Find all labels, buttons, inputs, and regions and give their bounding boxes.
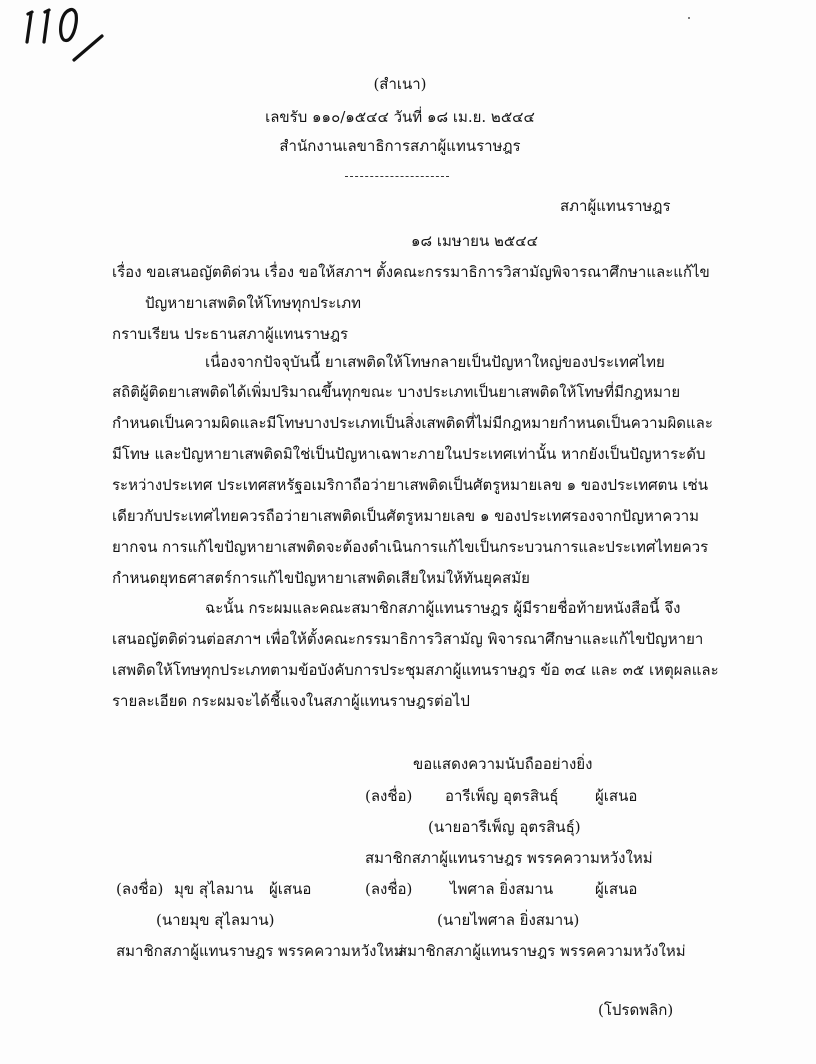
paragraph-2-line: รายละเอียด กระผมจะได้ชี้แจงในสภาผู้แทนราษฎรต่อไป <box>112 692 470 710</box>
subject-line-1: เรื่อง ขอเสนอญัตติด่วน เรื่อง ขอให้สภาฯ ตั้งคณะกรรมาธิการวิสามัญพิจารณาศึกษาและแก้ไข <box>112 263 710 281</box>
paragraph-1-line: กำหนดยุทธศาสตร์การแก้ไขปัญหายาเสพติดเสียใหม่ให้ทันยุคสมัย <box>112 569 530 587</box>
paragraph-1-line: ระหว่างประเทศ ประเทศสหรัฐอเมริกาถือว่ายาเสพติดเป็นศัตรูหมายเลข ๑ ของประเทศตน เช่น <box>112 476 708 494</box>
paragraph-2-line: ฉะนั้น กระผมและคณะสมาชิกสภาผู้แทนราษฎร ผู้มีรายชื่อท้ายหนังสือนี้ จึง <box>205 599 681 617</box>
turn-over-note: (โปรดพลิก) <box>598 1001 674 1019</box>
salutation: กราบเรียน ประธานสภาผู้แทนราษฎร <box>112 325 349 343</box>
paragraph-1-line: มีโทษ และปัญหายาเสพติดมิใช่เป็นปัญหาเฉพาะภายในประเทศเท่านั้น หากยังเป็นปัญหาระดับ <box>112 445 706 463</box>
sender-place: สภาผู้แทนราษฎร <box>560 197 671 215</box>
sign-label: (ลงชื่อ) <box>365 787 413 805</box>
paragraph-1-line: ยากจน การแก้ไขปัญหายาเสพติดจะต้องดำเนินการแก้ไขเป็นกระบวนการและประเทศไทยควร <box>112 538 709 556</box>
signer-1-party: สมาชิกสภาผู้แทนราษฎร พรรคความหวังใหม่ <box>365 849 653 867</box>
letter-date: ๑๘ เมษายน ๒๕๔๔ <box>411 232 538 250</box>
subject-line-2: ปัญหายาเสพติดให้โทษทุกประเภท <box>145 294 362 312</box>
signer-3-full-name: (นายไพศาล ยิ่งสมาน) <box>437 911 580 929</box>
scan-speck <box>688 17 690 19</box>
handwritten-110-mark <box>18 2 118 64</box>
signer-3-role: ผู้เสนอ <box>595 880 638 898</box>
paragraph-2-line: เสนอญัตติด่วนต่อสภาฯ เพื่อให้ตั้งคณะกรรมาธิการวิสามัญ พิจารณาศึกษาและแก้ไขปัญหายา <box>112 630 704 648</box>
signer-1-role: ผู้เสนอ <box>595 787 638 805</box>
paragraph-1-line: กำหนดเป็นความผิดและมีโทษบางประเภทเป็นสิ่งเสพติดที่ไม่มีกฎหมายกำหนดเป็นความผิดและ <box>112 414 713 432</box>
signer-2-full-name: (นายมุข สุไลมาน) <box>156 911 275 929</box>
paragraph-1-line: เนื่องจากปัจจุบันนี้ ยาเสพติดให้โทษกลายเป็นปัญหาใหญ่ของประเทศไทย <box>205 353 665 371</box>
handwritten-page-number <box>18 2 118 68</box>
paragraph-1-line: เดียวกับประเทศไทยควรถือว่ายาเสพติดเป็นศัตรูหมายเลข ๑ ของประเทศรองจากปัญหาความ <box>112 507 700 525</box>
sign-label: (ลงชื่อ) <box>116 880 164 898</box>
signer-3-party: สมาชิกสภาผู้แทนราษฎร พรรคความหวังใหม่ <box>398 942 686 960</box>
paragraph-1-line: สถิติผู้ติดยาเสพติดได้เพิ่มปริมาณขึ้นทุกขณะ บางประเภทเป็นยาเสพติดให้โทษที่มีกฎหมาย <box>112 383 681 401</box>
office-name: สำนักงานเลขาธิการสภาผู้แทนราษฎร <box>279 137 521 155</box>
sign-label: (ลงชื่อ) <box>365 880 413 898</box>
header-separator <box>345 176 449 177</box>
signer-2-name: มุข สุไลมาน <box>174 880 254 898</box>
paragraph-2-line: เสพติดให้โทษทุกประเภทตามข้อบังคับการประชุมสภาผู้แทนราษฎร ข้อ ๓๔ และ ๓๕ เหตุผลและ <box>112 661 719 679</box>
signer-3-name: ไพศาล ยิ่งสมาน <box>450 880 554 898</box>
closing: ขอแสดงความนับถืออย่างยิ่ง <box>413 755 593 773</box>
signer-1-name: อารีเพ็ญ อุตรสินธุ์ <box>445 787 559 805</box>
signer-2-role: ผู้เสนอ <box>269 880 312 898</box>
receipt-line: เลขรับ ๑๑๐/๑๕๔๔ วันที่ ๑๘ เม.ย. ๒๕๔๔ <box>265 108 535 126</box>
signer-1-full-name: (นายอารีเพ็ญ อุตรสินธุ์) <box>428 818 581 836</box>
signer-2-party: สมาชิกสภาผู้แทนราษฎร พรรคความหวังใหม่ <box>116 942 404 960</box>
copy-mark: (สำเนา) <box>373 75 427 93</box>
